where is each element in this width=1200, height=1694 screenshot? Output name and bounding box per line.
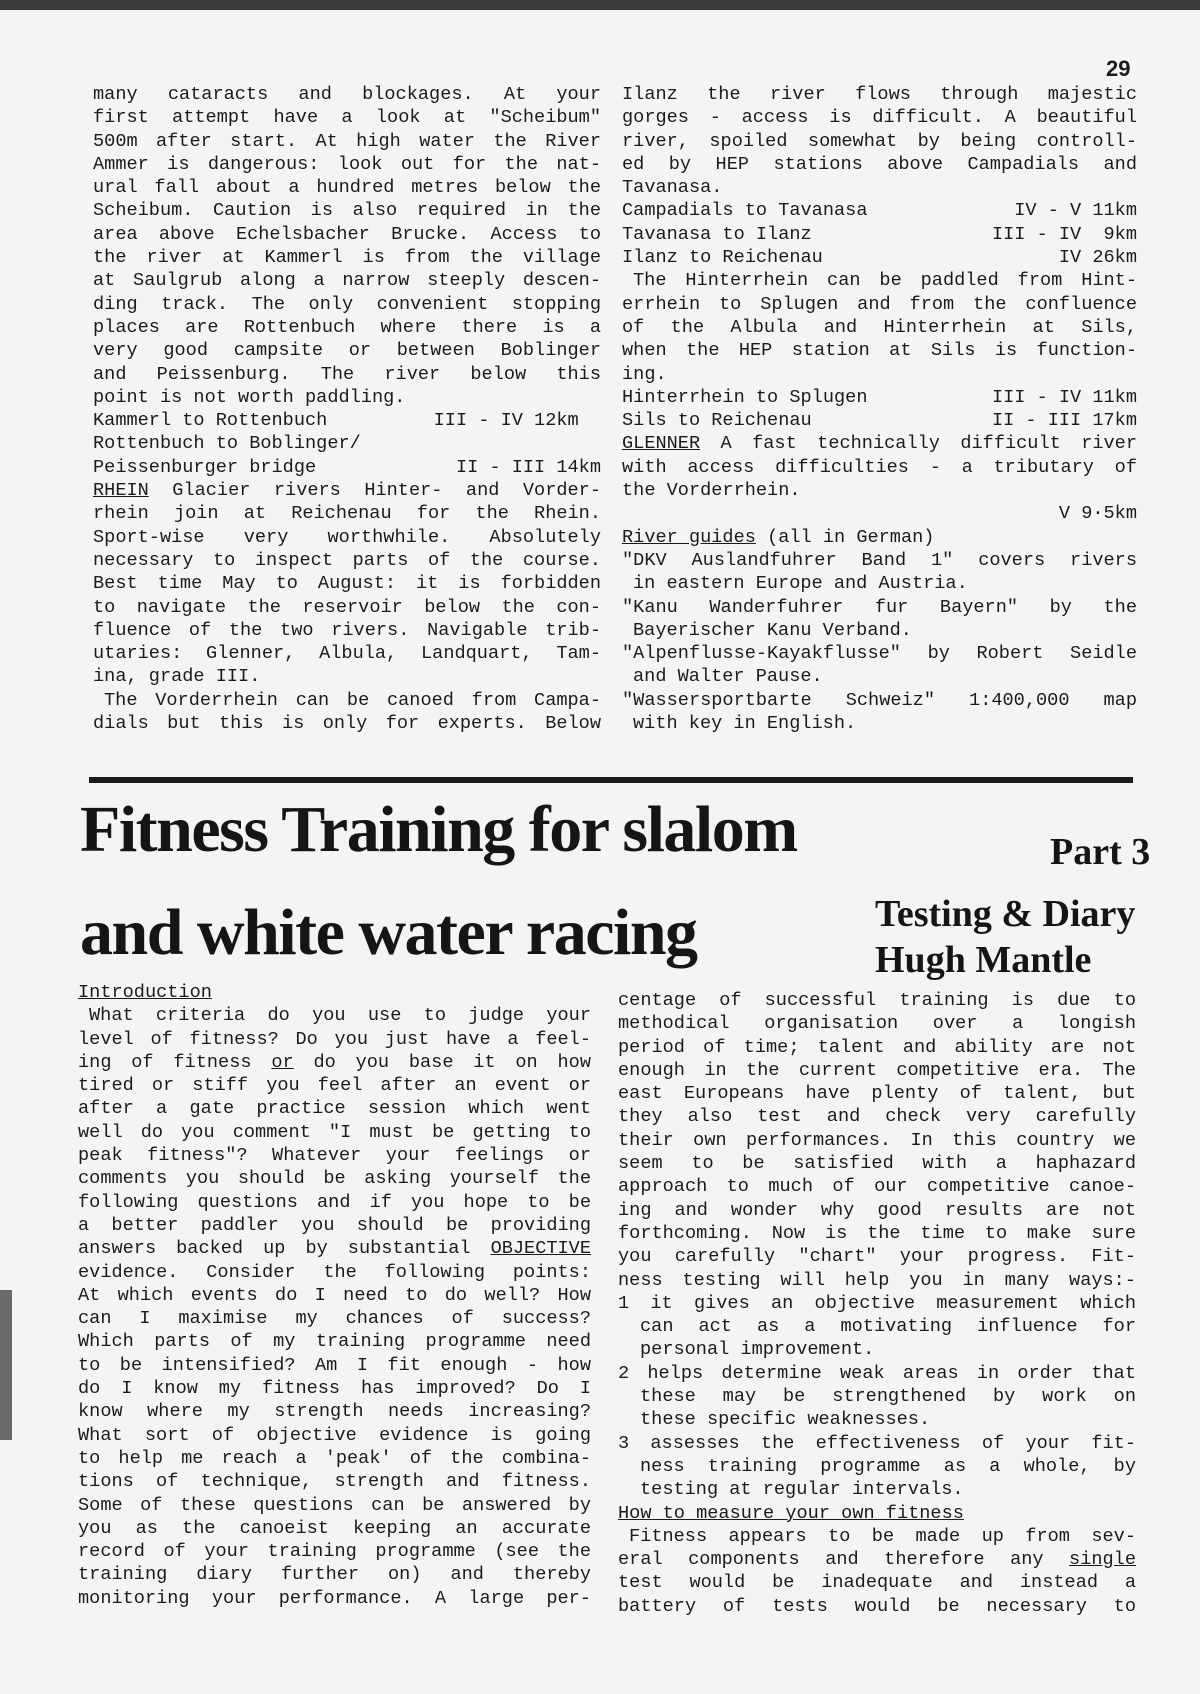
- text-line: their own performances. In this country we: [618, 1129, 1136, 1151]
- text-line: ness training programme as a whole, by: [640, 1455, 1136, 1477]
- text-line: [622, 409, 1137, 432]
- river-section-name: Sils to Reichenau: [622, 410, 812, 432]
- text-line: [622, 386, 1137, 409]
- text-line: centage of successful training is due to: [618, 990, 1136, 1011]
- column-left-top: [93, 83, 601, 735]
- river-section-name: Peissenburger bridge: [93, 456, 317, 478]
- river-grade-distance: III - IV 9km: [991, 223, 1137, 245]
- text-line: ding track. The only convenient stopping: [93, 293, 601, 315]
- text-line: rhein join at Reichenau for the Rhein.: [93, 503, 601, 525]
- text-line: evidence. Consider the following points:: [78, 1261, 591, 1283]
- article-title-line-1: Fitness Training for slalom: [80, 793, 797, 866]
- text-line: and Peissenburg. The river below this: [93, 363, 601, 385]
- text-line: [78, 981, 591, 1004]
- text-line: with key in English.: [633, 713, 857, 735]
- text-line: testing at regular intervals.: [640, 1479, 964, 1501]
- text-line: tions of technique, strength and fitness.: [78, 1471, 591, 1493]
- underlined-term: OBJECTIVE: [490, 1238, 591, 1260]
- text-line: Scheibum. Caution is also required in the: [93, 200, 601, 222]
- text-line: errhein to Splugen and from the confluence: [622, 293, 1137, 315]
- text-line: record of your training programme (see the: [78, 1541, 591, 1563]
- text-line: Fitness appears to be made up from sev-: [629, 1525, 1136, 1547]
- river-grade-distance: III - IV 12km: [433, 410, 601, 432]
- text-line: well do you comment "I must be getting to: [78, 1121, 591, 1143]
- text-line: What sort of objective evidence is going: [78, 1424, 591, 1446]
- text-line: battery of tests would be necessary to: [618, 1595, 1136, 1617]
- binding-shadow: [0, 1290, 12, 1440]
- text-line: gorges - access is difficult. A beautiful: [622, 107, 1137, 129]
- text-line: to be intensified? Am I fit enough - how: [78, 1354, 591, 1376]
- text-line: ing and wonder why good results are not: [618, 1199, 1136, 1221]
- text-line: Best time May to August: it is forbidden: [93, 573, 601, 595]
- text-line: when the HEP station at Sils is function-: [622, 340, 1137, 362]
- text-line: monitoring your performance. A large per-: [78, 1587, 591, 1609]
- text-line: ural fall about a hundred metres below the: [93, 177, 601, 199]
- text-line: these specific weaknesses.: [640, 1409, 931, 1431]
- text-line: you carefully "chart" your progress. Fit-: [618, 1246, 1136, 1268]
- text-line: [622, 246, 1137, 269]
- text-line: Bayerischer Kanu Verband.: [633, 619, 912, 641]
- text-line: with access difficulties - a tributary of: [622, 456, 1137, 478]
- text-line: to help me reach a 'peak' of the combina-: [78, 1447, 591, 1469]
- text-line: necessary to inspect parts of the course.: [93, 549, 601, 571]
- text-line: dials but this is only for experts. Below: [93, 713, 601, 735]
- text-line: ness testing will help you in many ways:-: [618, 1269, 1136, 1291]
- text-line: ina, grade III.: [93, 666, 261, 688]
- text-line: answers backed up by substantial OBJECTIVE: [78, 1238, 591, 1260]
- text-line: 3 assesses the effectiveness of your fit-: [618, 1432, 1136, 1454]
- river-grade-distance: III - IV 11km: [991, 386, 1137, 408]
- text-line: "Wassersportbarte Schweiz" 1:400,000 map: [622, 689, 1137, 711]
- column-right-top: [622, 83, 1137, 735]
- text-line: east Europeans have plenty of talent, but: [618, 1083, 1136, 1105]
- text-line: the river at Kammerl is from the village: [93, 247, 601, 269]
- text-line: a better paddler you should be providing: [78, 1214, 591, 1236]
- text-line: approach to much of our competitive canoe-: [618, 1176, 1136, 1198]
- text-line: [622, 199, 1137, 222]
- text-line: they also test and check very carefully: [618, 1106, 1136, 1128]
- text-line: ed by HEP stations above Campadials and: [622, 153, 1137, 175]
- text-line: can act as a motivating influence for: [640, 1316, 1136, 1338]
- underlined-term: GLENNER: [622, 433, 701, 455]
- text-line: comments you should be asking yourself the: [78, 1168, 591, 1190]
- underlined-term: How to measure your own fitness: [618, 1502, 964, 1524]
- text-line: of the Albula and Hinterrhein at Sils,: [622, 316, 1137, 338]
- text-line: and Walter Pause.: [633, 666, 823, 688]
- text-line: tired or stiff you feel after an event or: [78, 1075, 591, 1097]
- text-line: river, spoiled somewhat by being controll-: [622, 130, 1137, 152]
- text-line: first attempt have a look at "Scheibum": [93, 107, 601, 129]
- text-line: 1 it gives an objective measurement which: [618, 1292, 1136, 1314]
- text-line: [618, 1502, 1136, 1525]
- article-author: Hugh Mantle: [875, 939, 1092, 981]
- river-grade-distance: II - III 17km: [991, 410, 1137, 432]
- text-line: "DKV Auslandfuhrer Band 1" covers rivers: [622, 549, 1137, 571]
- text-line: personal improvement.: [640, 1339, 875, 1361]
- text-line: ing.: [622, 363, 667, 385]
- text-line: RHEIN Glacier rivers Hinter- and Vorder-: [93, 480, 601, 502]
- text-line: Ilanz the river flows through majestic: [622, 84, 1137, 105]
- text-line: Sport-wise very worthwhile. Absolutely: [93, 526, 601, 548]
- text-line: peak fitness"? Whatever your feelings or: [78, 1145, 591, 1167]
- article-title-line-2: and white water racing: [80, 896, 697, 969]
- text-line: [622, 223, 1137, 246]
- column-left-bottom: [78, 981, 591, 1610]
- text-line: area above Echelsbacher Brucke. Access to: [93, 223, 601, 245]
- text-line: 500m after start. At high water the River: [93, 130, 601, 152]
- text-line: What criteria do you use to judge your: [89, 1005, 591, 1027]
- text-line: level of fitness? Do you just have a feel-: [78, 1028, 591, 1050]
- underlined-term: River guides: [622, 526, 756, 548]
- text-line: methodical organisation over a longish: [618, 1013, 1136, 1035]
- text-line: GLENNER A fast technically difficult river: [622, 433, 1137, 455]
- text-line: seem to be satisfied with a haphazard: [618, 1153, 1136, 1175]
- part-label: Part 3: [1050, 831, 1151, 873]
- text-line: point is not worth paddling.: [93, 386, 406, 408]
- text-line: [93, 456, 601, 479]
- text-line: At which events do I need to do well? How: [78, 1284, 591, 1306]
- text-line: can I maximise my chances of success?: [78, 1308, 591, 1330]
- text-line: Ammer is dangerous: look out for the nat-: [93, 153, 601, 175]
- article-subtitle: Testing & Diary: [875, 893, 1136, 935]
- column-right-bottom: [618, 989, 1136, 1618]
- text-line: The Vorderrhein can be canoed from Campa-: [104, 689, 601, 711]
- text-line: [622, 502, 1137, 525]
- river-section-name: Hinterrhein to Splugen: [622, 386, 868, 408]
- text-line: ing of fitness or do you base it on how: [78, 1051, 591, 1073]
- underlined-term: or: [271, 1051, 294, 1073]
- text-line: Which parts of my training programme need: [78, 1331, 591, 1353]
- text-line: at Saulgrub along a narrow steeply descen-: [93, 270, 601, 292]
- text-line: in eastern Europe and Austria.: [633, 573, 968, 595]
- river-section-name: Ilanz to Reichenau: [622, 247, 823, 269]
- text-line: many cataracts and blockages. At your: [93, 84, 601, 105]
- text-line: eral components and therefore any single: [618, 1549, 1136, 1571]
- text-line: Rottenbuch to Boblinger/: [93, 433, 361, 455]
- river-grade-distance: II - III 14km: [455, 456, 601, 478]
- text-line: very good campsite or between Boblinger: [93, 340, 601, 362]
- section-divider-rule: [89, 777, 1133, 783]
- river-grade-distance: IV 26km: [1058, 247, 1137, 269]
- page-number: 29: [1106, 56, 1131, 81]
- text-line: River guides (all in German): [622, 526, 935, 548]
- text-line: to navigate the reservoir below the con-: [93, 596, 601, 618]
- river-section-name: Tavanasa to Ilanz: [622, 223, 812, 245]
- underlined-term: Introduction: [78, 982, 212, 1003]
- text-line: utaries: Glenner, Albula, Landquart, Tam-: [93, 643, 601, 665]
- text-line: fluence of the two rivers. Navigable trib-: [93, 619, 601, 641]
- text-line: do I know my fitness has improved? Do I: [78, 1378, 591, 1400]
- underlined-term: RHEIN: [93, 480, 149, 502]
- text-line: [93, 409, 601, 432]
- text-line: Tavanasa.: [622, 177, 723, 199]
- text-line: forthcoming. Now is the time to make sure: [618, 1222, 1136, 1244]
- text-line: you as the canoeist keeping an accurate: [78, 1517, 591, 1539]
- river-section-name: Kammerl to Rottenbuch: [93, 410, 328, 432]
- text-line: training diary further on) and thereby: [78, 1564, 591, 1586]
- river-section-name: Campadials to Tavanasa: [622, 200, 868, 222]
- text-line: after a gate practice session which went: [78, 1098, 591, 1120]
- text-line: 2 helps determine weak areas in order that: [618, 1362, 1136, 1384]
- text-line: these may be strengthened by work on: [640, 1386, 1136, 1408]
- text-line: following questions and if you hope to be: [78, 1191, 591, 1213]
- text-line: "Alpenflusse-Kayakflusse" by Robert Seidle: [622, 643, 1137, 665]
- text-line: period of time; talent and ability are not: [618, 1036, 1136, 1058]
- text-line: The Hinterrhein can be paddled from Hint-: [633, 270, 1137, 292]
- text-line: know where my strength needs increasing?: [78, 1401, 591, 1423]
- underlined-term: single: [1069, 1549, 1136, 1571]
- text-line: Some of these questions can be answered by: [78, 1494, 591, 1516]
- text-line: test would be inadequate and instead a: [618, 1572, 1136, 1594]
- page-top-edge: [0, 0, 1200, 10]
- text-line: places are Rottenbuch where there is a: [93, 316, 601, 338]
- river-grade-distance: V 9·5km: [1058, 503, 1137, 525]
- text-line: enough in the current competitive era. The: [618, 1059, 1136, 1081]
- text-line: "Kanu Wanderfuhrer fur Bayern" by the: [622, 596, 1137, 618]
- river-grade-distance: IV - V 11km: [1014, 200, 1137, 222]
- text-line: the Vorderrhein.: [622, 480, 801, 502]
